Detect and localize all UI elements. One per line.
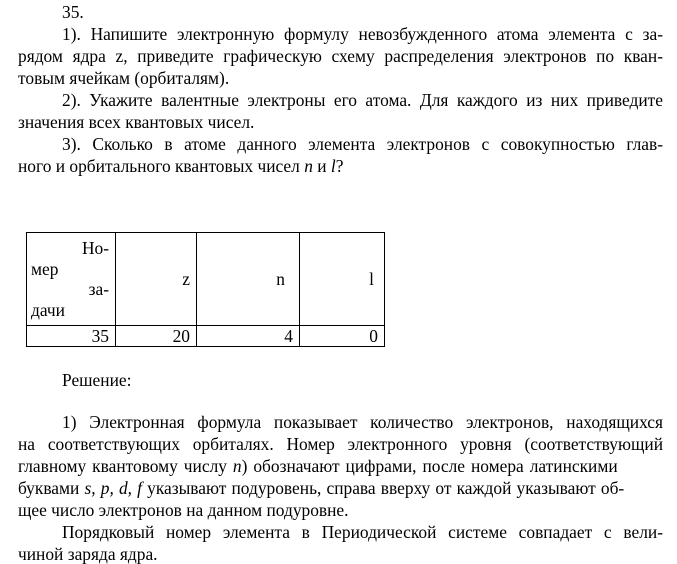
symbol-n: n [232, 456, 242, 476]
symbol-n: n [304, 156, 313, 176]
task-table [26, 232, 385, 347]
cell-n: 4 [197, 326, 300, 347]
paragraph-1-text: ) обозначают цифрами, после номера латинскими [241, 456, 618, 476]
cell-l: 0 [300, 326, 385, 347]
header-z: z [116, 233, 197, 326]
paragraph-1-text: буквами [18, 478, 85, 498]
paragraph-1-line-3 [18, 456, 663, 476]
question-3-line-2 [18, 156, 663, 176]
question-2-line-2: значения всех квантовых чисел. [18, 112, 255, 132]
question-1-line-3: товым ячейкам (орбиталям). [18, 68, 230, 88]
table-header-row [27, 233, 385, 326]
paragraph-1-line-5: щее число электронов на данном подуровне. [18, 500, 349, 520]
paragraph-1-line-1: 1) Электронная формула показывает количество электронов, находящихся [62, 412, 663, 432]
cell-task: 35 [27, 326, 116, 347]
question-3-text: ного и орбитального квантовых чисел [18, 156, 305, 176]
orbital-letters: s, p, d, f [84, 478, 142, 498]
paragraph-1-line-2: на соответствующих орбиталях. Номер электронного уровня (соответствующий [18, 434, 663, 454]
cell-z: 20 [116, 326, 197, 347]
header-task-line: мер [31, 258, 59, 279]
header-task-line: Но- [81, 238, 109, 258]
header-l: l [300, 233, 385, 326]
question-1-line-2: рядом ядра z, приведите графическую схему распределения электронов по кван- [18, 46, 663, 66]
paragraph-1-text: указывают подуровень, справа вверху от каждой указывают об- [141, 478, 625, 498]
question-mark: ? [335, 156, 344, 176]
symbol-l: l [330, 156, 336, 176]
task-number: 35. [62, 2, 84, 22]
question-1-line-1: 1). Напишите электронную формулу невозбужденного атома элемента с за- [62, 24, 663, 44]
header-n: n [197, 233, 300, 326]
header-task-number [27, 233, 116, 326]
paragraph-1-line-4 [18, 478, 663, 498]
paragraph-1-text: главному квантовому числу [18, 456, 233, 476]
table-row [27, 326, 385, 347]
header-task-line: за- [88, 279, 109, 299]
question-2-line-1: 2). Укажите валентные электроны его атома. Для каждого из них приведите [62, 90, 663, 110]
paragraph-2-line-1: Порядковый номер элемента в Периодической системе совпадает с вели- [62, 522, 663, 542]
solution-label: Решение: [62, 370, 132, 390]
paragraph-2-line-2: чиной заряда ядра. [18, 544, 158, 564]
question-3-line-1: 3). Сколько в атоме данного элемента электронов с совокупностью глав- [62, 134, 663, 154]
conjunction: и [312, 156, 331, 176]
header-task-line: дачи [31, 299, 65, 320]
